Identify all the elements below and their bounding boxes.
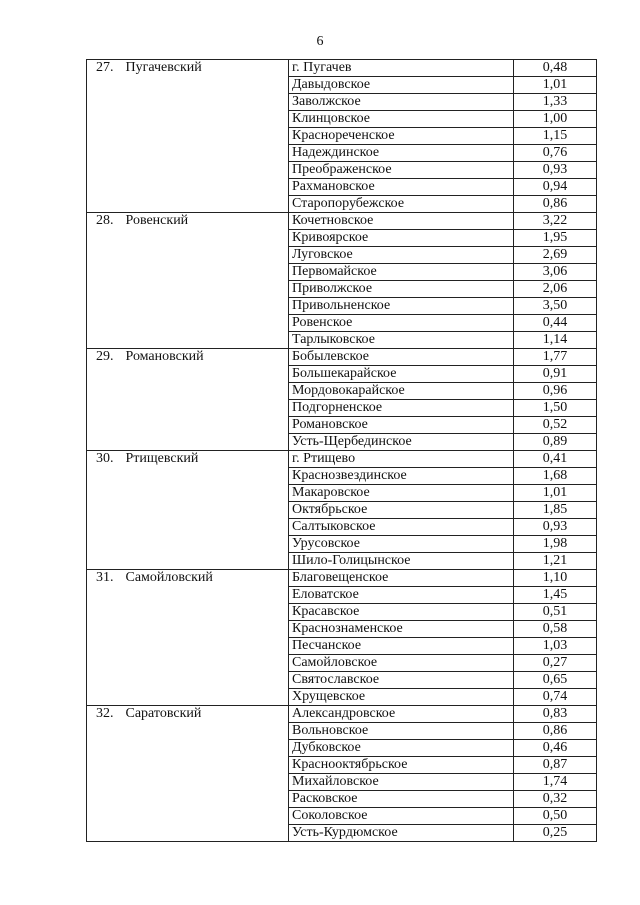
settlement-name: Первомайское [289, 264, 514, 281]
coefficient-value: 1,14 [514, 332, 597, 349]
coefficient-value: 0,48 [514, 60, 597, 77]
coefficient-value: 1,01 [514, 485, 597, 502]
coefficient-value: 0,65 [514, 672, 597, 689]
coefficient-value: 1,01 [514, 77, 597, 94]
coefficient-value: 1,03 [514, 638, 597, 655]
district-number: 29. [87, 349, 123, 451]
coefficient-value: 0,86 [514, 196, 597, 213]
settlement-name: Благовещенское [289, 570, 514, 587]
table-row [87, 706, 597, 723]
coefficient-value: 0,44 [514, 315, 597, 332]
district-name: Самойловский [123, 570, 289, 706]
settlement-name: Михайловское [289, 774, 514, 791]
settlement-name: Шило-Голицынское [289, 553, 514, 570]
settlement-name: Большекарайское [289, 366, 514, 383]
coefficient-value: 1,00 [514, 111, 597, 128]
coefficient-value: 1,21 [514, 553, 597, 570]
coefficient-value: 0,96 [514, 383, 597, 400]
table-row [87, 451, 597, 468]
coefficient-value: 2,69 [514, 247, 597, 264]
settlement-name: Давыдовское [289, 77, 514, 94]
coefficient-value: 0,93 [514, 162, 597, 179]
settlement-name: Рахмановское [289, 179, 514, 196]
coefficient-value: 1,10 [514, 570, 597, 587]
coefficient-value: 0,93 [514, 519, 597, 536]
settlement-name: Романовское [289, 417, 514, 434]
district-name: Ровенский [123, 213, 289, 349]
settlement-name: Краснооктябрьское [289, 757, 514, 774]
coefficient-value: 1,85 [514, 502, 597, 519]
coefficient-value: 0,32 [514, 791, 597, 808]
settlement-name: Расковское [289, 791, 514, 808]
settlement-name: Тарлыковское [289, 332, 514, 349]
coefficient-value: 0,27 [514, 655, 597, 672]
district-name: Романовский [123, 349, 289, 451]
page-number: 6 [316, 34, 324, 49]
settlement-name: Старопорубежское [289, 196, 514, 213]
coefficient-value: 2,06 [514, 281, 597, 298]
coefficient-value: 1,68 [514, 468, 597, 485]
settlement-name: Еловатское [289, 587, 514, 604]
settlement-name: Надеждинское [289, 145, 514, 162]
district-number: 27. [87, 60, 123, 213]
settlement-name: Привольненское [289, 298, 514, 315]
coefficients-table [86, 59, 597, 842]
settlement-name: Урусовское [289, 536, 514, 553]
coefficient-value: 0,94 [514, 179, 597, 196]
settlement-name: Соколовское [289, 808, 514, 825]
coefficient-value: 0,51 [514, 604, 597, 621]
settlement-name: Александровское [289, 706, 514, 723]
coefficient-value: 3,22 [514, 213, 597, 230]
settlement-name: Усть-Курдюмское [289, 825, 514, 842]
settlement-name: Ровенское [289, 315, 514, 332]
coefficient-value: 0,74 [514, 689, 597, 706]
table-row [87, 570, 597, 587]
coefficient-value: 3,06 [514, 264, 597, 281]
coefficient-value: 1,45 [514, 587, 597, 604]
settlement-name: Дубковское [289, 740, 514, 757]
settlement-name: Самойловское [289, 655, 514, 672]
settlement-name: Святославское [289, 672, 514, 689]
settlement-name: Клинцовское [289, 111, 514, 128]
settlement-name: Кривоярское [289, 230, 514, 247]
settlement-name: Вольновское [289, 723, 514, 740]
district-number: 30. [87, 451, 123, 570]
settlement-name: Преображенское [289, 162, 514, 179]
coefficient-value: 0,52 [514, 417, 597, 434]
coefficient-value: 1,33 [514, 94, 597, 111]
coefficient-value: 1,74 [514, 774, 597, 791]
settlement-name: Краснозвездинское [289, 468, 514, 485]
coefficient-value: 1,95 [514, 230, 597, 247]
coefficient-value: 1,77 [514, 349, 597, 366]
settlement-name: Макаровское [289, 485, 514, 502]
district-number: 28. [87, 213, 123, 349]
settlement-name: Хрущевское [289, 689, 514, 706]
district-name: Пугачевский [123, 60, 289, 213]
table-row [87, 349, 597, 366]
settlement-name: Октябрьское [289, 502, 514, 519]
settlement-name: Бобылевское [289, 349, 514, 366]
settlement-name: Салтыковское [289, 519, 514, 536]
settlement-name: Краснознаменское [289, 621, 514, 638]
coefficient-value: 3,50 [514, 298, 597, 315]
coefficient-value: 0,76 [514, 145, 597, 162]
settlement-name: Усть-Щербединское [289, 434, 514, 451]
coefficient-value: 0,25 [514, 825, 597, 842]
coefficient-value: 1,50 [514, 400, 597, 417]
district-name: Ртищевский [123, 451, 289, 570]
coefficient-value: 0,89 [514, 434, 597, 451]
coefficient-value: 0,87 [514, 757, 597, 774]
settlement-name: г. Ртищево [289, 451, 514, 468]
settlement-name: г. Пугачев [289, 60, 514, 77]
coefficient-value: 0,50 [514, 808, 597, 825]
coefficient-value: 0,46 [514, 740, 597, 757]
settlement-name: Кочетновское [289, 213, 514, 230]
district-number: 32. [87, 706, 123, 842]
district-number: 31. [87, 570, 123, 706]
settlement-name: Подгорненское [289, 400, 514, 417]
settlement-name: Красавское [289, 604, 514, 621]
table-row [87, 213, 597, 230]
table-body [87, 60, 597, 842]
settlement-name: Краснореченское [289, 128, 514, 145]
table-row [87, 60, 597, 77]
settlement-name: Луговское [289, 247, 514, 264]
district-name: Саратовский [123, 706, 289, 842]
settlement-name: Мордовокарайское [289, 383, 514, 400]
coefficient-value: 0,91 [514, 366, 597, 383]
settlement-name: Песчанское [289, 638, 514, 655]
settlement-name: Заволжское [289, 94, 514, 111]
coefficient-value: 0,83 [514, 706, 597, 723]
coefficient-value: 0,41 [514, 451, 597, 468]
coefficient-value: 1,98 [514, 536, 597, 553]
coefficient-value: 1,15 [514, 128, 597, 145]
coefficient-value: 0,86 [514, 723, 597, 740]
settlement-name: Приволжское [289, 281, 514, 298]
coefficient-value: 0,58 [514, 621, 597, 638]
